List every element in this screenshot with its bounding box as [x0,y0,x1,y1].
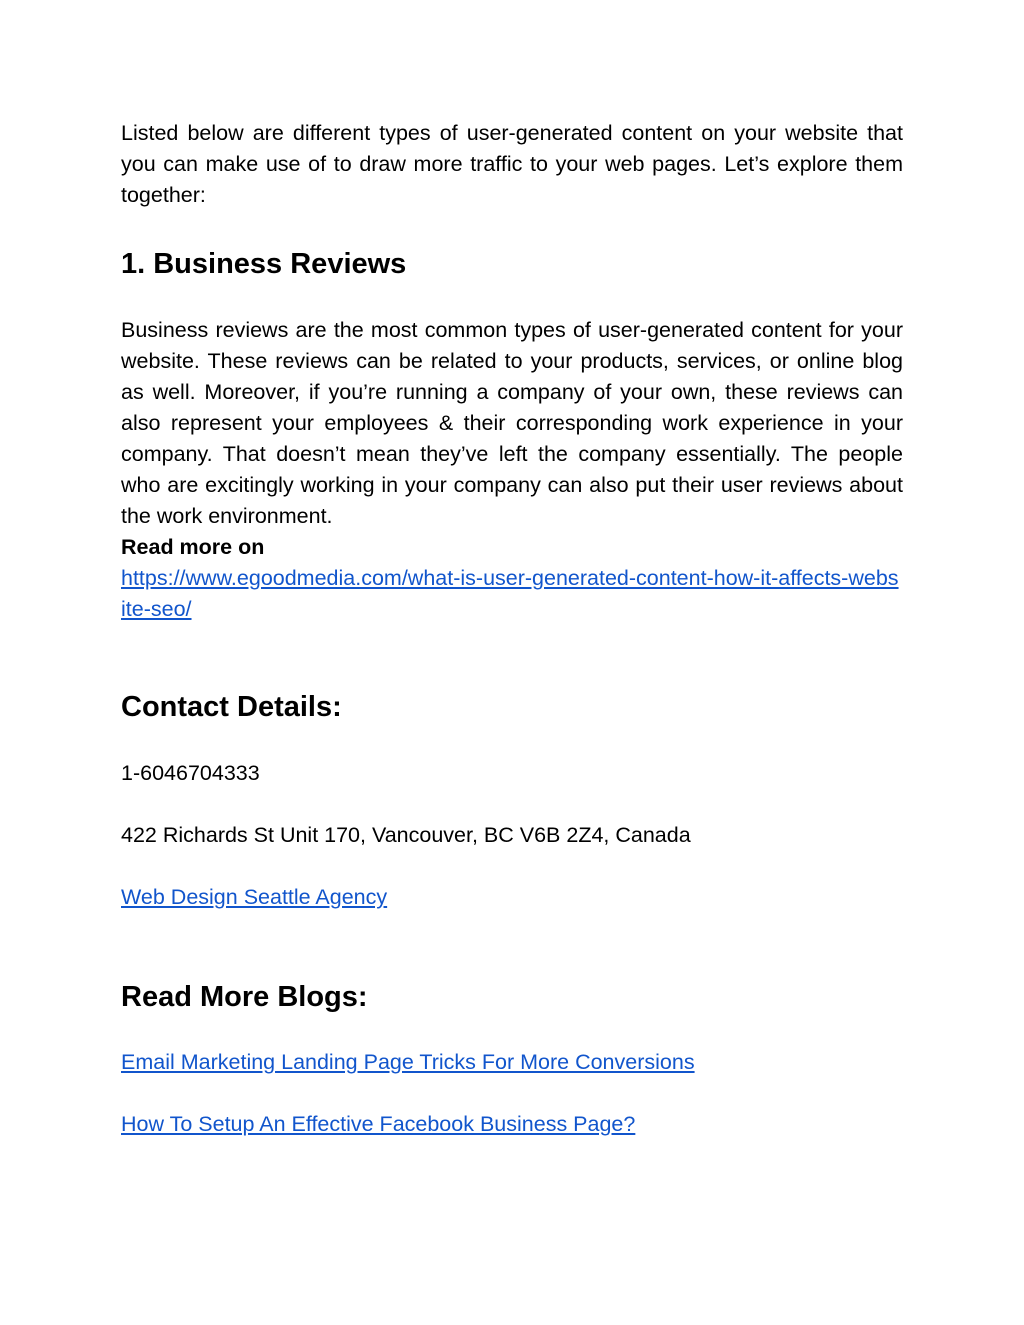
agency-link[interactable]: Web Design Seattle Agency [121,885,388,909]
contact-phone: 1-6046704333 [121,761,260,785]
blog-link-line-1 [121,1047,903,1078]
read-more-label: Read more on [121,535,265,559]
blog-link-facebook-page[interactable]: How To Setup An Effective Facebook Business Page? [121,1112,636,1136]
business-reviews-heading: 1. Business Reviews [121,248,407,280]
read-more-link[interactable]: https://www.egoodmedia.com/what-is-user-generated-content-how-it-affects-website-seo/ [121,566,899,621]
contact-address: 422 Richards St Unit 170, Vancouver, BC V6B 2Z4, Canada [121,823,691,847]
business-reviews-body: Business reviews are the most common types of user-generated content for your website. These reviews can be related to your products, services, or online blog as well. Moreover, if you’re running a company of your own, these reviews can also represent your employees & their corresponding work experience in your company. That doesn’t mean they’ve left the company essentially. The people who are excitingly working in your company can also put their user reviews about the work environment. [121,318,903,528]
read-more-blogs-heading: Read More Blogs: [121,981,368,1013]
blog-link-email-marketing[interactable]: Email Marketing Landing Page Tricks For More Conversions [121,1050,695,1074]
intro-paragraph: Listed below are different types of user-generated content on your website that you can make use of to draw more traffic to your web pages. Let’s explore them together: [121,121,903,207]
business-reviews-paragraph [121,315,903,625]
agency-link-line [121,882,903,913]
blog-link-line-2 [121,1109,903,1140]
contact-details-heading: Contact Details: [121,691,342,723]
document-page [121,118,903,1140]
